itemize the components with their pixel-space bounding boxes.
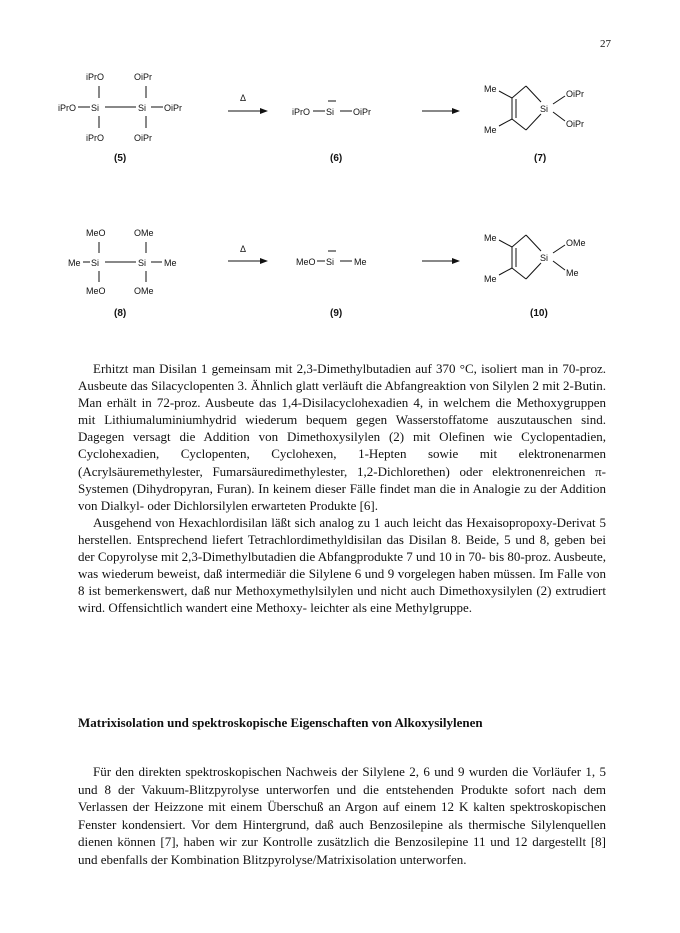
group-me-top: Me xyxy=(484,233,497,243)
group-iPrO: iPrO xyxy=(292,107,310,117)
atom-si: Si xyxy=(540,104,549,114)
arrow-2 xyxy=(422,108,460,114)
group-me-bottom: Me xyxy=(484,274,497,284)
reaction-scheme xyxy=(0,0,680,330)
group-iPrO-bottom: iPrO xyxy=(86,133,104,143)
body-text-2 xyxy=(78,763,606,869)
arrow-1 xyxy=(228,93,268,114)
group-OMe-bottom: OMe xyxy=(134,286,154,296)
group-Me-right: Me xyxy=(164,258,177,268)
compound-9 xyxy=(296,251,367,319)
group-OiPr: OiPr xyxy=(353,107,371,117)
group-OiPr-top: OiPr xyxy=(134,72,152,82)
delta-symbol: Δ xyxy=(240,93,247,103)
arrow-3 xyxy=(228,244,268,264)
arrow-4 xyxy=(422,258,460,264)
atom-si-2: Si xyxy=(138,258,147,268)
atom-si: Si xyxy=(326,107,335,117)
section-heading: Matrixisolation und spektroskopische Eigenschaften von Alkoxysilylenen xyxy=(78,715,483,730)
group-iPrO-top: iPrO xyxy=(86,72,104,82)
label-5: (5) xyxy=(114,153,127,164)
label-9: (9) xyxy=(330,308,343,319)
group-MeO-top: MeO xyxy=(86,228,106,238)
group-OMe-top: OMe xyxy=(134,228,154,238)
label-7: (7) xyxy=(534,153,547,164)
group-Me: Me xyxy=(566,268,579,278)
delta-symbol-2: Δ xyxy=(240,244,247,254)
compound-8 xyxy=(68,228,177,319)
paragraph-2: Ausgehend von Hexachlordisilan läßt sich analog zu 1 auch leicht das Hexaisopropoxy-Derivat 5 herstellen. Entsprechend liefert Tetrachlordimethyldisilan das Disilan 8. Beide, 5 und 8, geben bei der Copyrolyse mit 2,3-Dimethylbutadien die Abfangprodukte 7 und 10 in 70- bis 80-proz. Ausbeute, was wiederum beweist, daß intermediär die Silylene 6 und 9 vorgelegen haben müssen. Im Falle von 8 ist bemerkenswert, daß nur Methoxymethylsilylen und nicht auch Dimethoxysilylen (2) extrudiert wird. Offensichtlich wandert eine Methoxy- leichter als eine Methylgruppe. xyxy=(78,514,606,616)
compound-5 xyxy=(58,72,182,164)
group-MeO: MeO xyxy=(296,257,316,267)
body-text xyxy=(78,360,606,616)
compound-7 xyxy=(484,84,584,164)
group-MeO-bottom: MeO xyxy=(86,286,106,296)
atom-si-2: Si xyxy=(138,103,147,113)
label-10: (10) xyxy=(530,308,548,319)
group-OMe: OMe xyxy=(566,238,586,248)
atom-si-1: Si xyxy=(91,103,100,113)
atom-si: Si xyxy=(326,257,335,267)
compound-6 xyxy=(292,101,371,164)
group-iPrO-left: iPrO xyxy=(58,103,76,113)
label-6: (6) xyxy=(330,153,343,164)
group-Me: Me xyxy=(354,257,367,267)
group-Me-left: Me xyxy=(68,258,81,268)
group-me-bottom: Me xyxy=(484,125,497,135)
atom-si: Si xyxy=(540,253,549,263)
page-number: 27 xyxy=(600,38,611,50)
compound-10 xyxy=(484,233,586,319)
group-OiPr-1: OiPr xyxy=(566,89,584,99)
atom-si-1: Si xyxy=(91,258,100,268)
group-OiPr-2: OiPr xyxy=(566,119,584,129)
paragraph-1: Erhitzt man Disilan 1 gemeinsam mit 2,3-Dimethylbutadien auf 370 °C, isoliert man in 70-proz. Ausbeute das Silacyclopenten 3. Ähnlich glatt verläuft die Abfangreaktion von Silylen 2 mit 2-Butin. Man erhält in 72-proz. Ausbeute das 1,4-Disilacyclohexadien 4, in welchem die Methoxygruppen mit Lithiumaluminiumhydrid wiederum bequem gegen Wasserstoffatome auszutauschen sind. Dagegen versagt die Addition von Dimethoxysilylen (2) mit Olefinen wie Cyclopentadien, Cyclohexadien, Cyclopenten, Cyclohexen, 1-Hepten sowie mit elektronenarmen (Acrylsäuremethylester, Fumarsäuredimethylester, 1,2-Dichlorethen) oder elektronenreichen π-Systemen (Dihydropyran, Furan). In keinem dieser Fälle findet man die in Analogie zu der Addition von Dialkyl- oder Dichlorsilylen erwarteten Produkte [6]. xyxy=(78,361,606,513)
group-OiPr-right: OiPr xyxy=(164,103,182,113)
group-me-top: Me xyxy=(484,84,497,94)
group-OiPr-bottom: OiPr xyxy=(134,133,152,143)
paragraph-3: Für den direkten spektroskopischen Nachweis der Silylene 2, 6 und 9 wurden die Vorläufer 1, 5 und 8 der Vakuum-Blitzpyrolyse unterworfen und die entstehenden Produkte sofort nach dem Verlassen der Heizzone mit einem Überschuß an Argon auf einem 12 K kalten spektroskopischen Fenster kondensiert. Vor dem Hintergrund, daß auch Benzosilepine als thermische Silylenquellen dienen können [7], haben wir zur Kontrolle zusätzlich die Benzosilepine 11 und 12 dargestellt [8] und ebenfalls der Kombination Blitzpyrolyse/Matrixisolation unterworfen. xyxy=(78,764,606,867)
label-8: (8) xyxy=(114,308,127,319)
